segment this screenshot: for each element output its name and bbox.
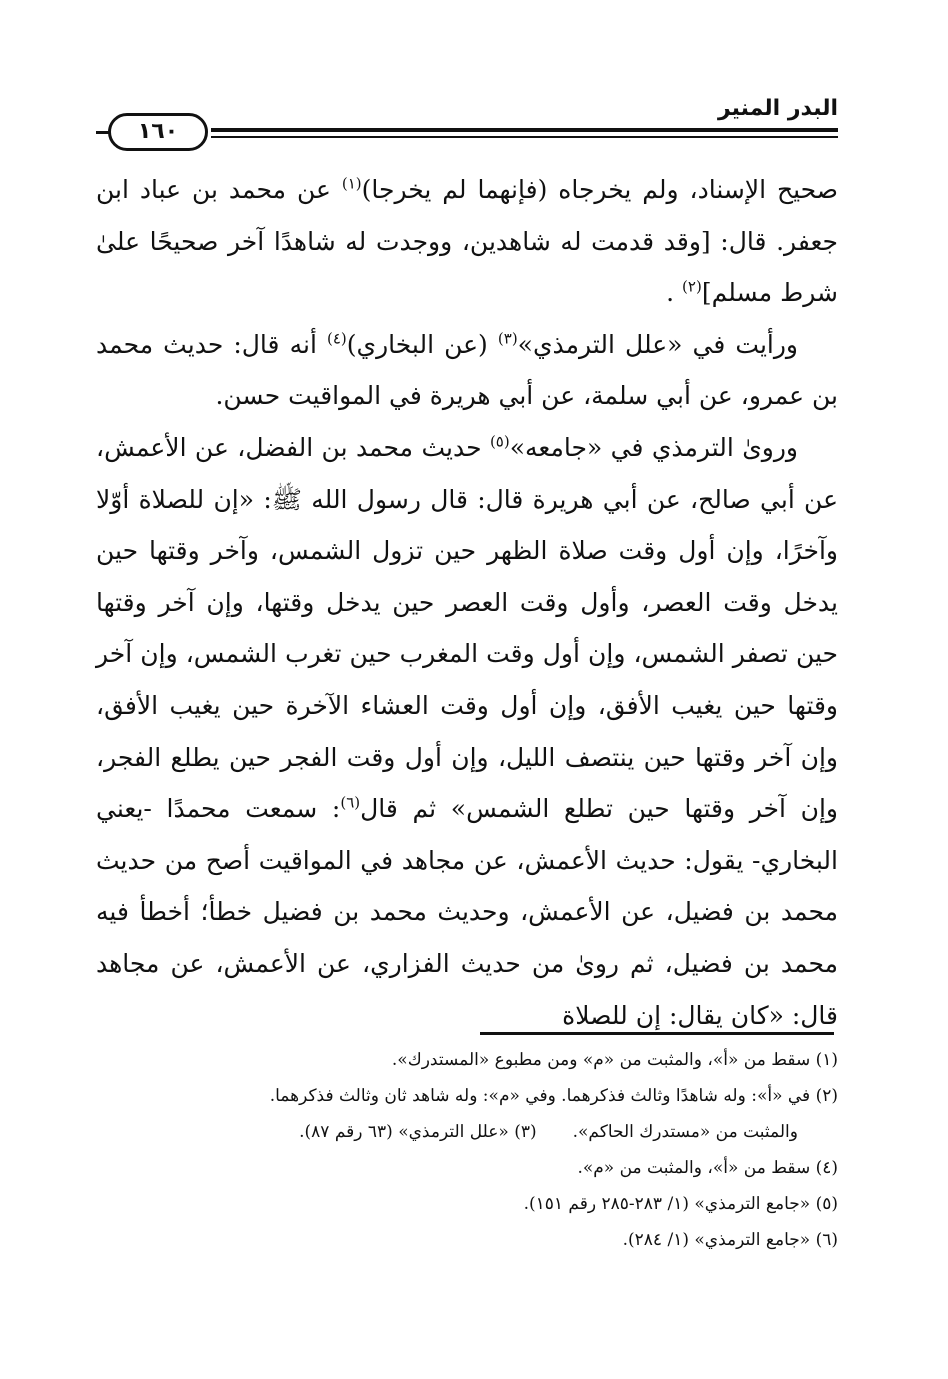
footnote-ref-2: (٢) — [682, 277, 702, 296]
footnote-6: (٦) «جامع الترمذي» (١/ ٢٨٤). — [622, 1230, 838, 1250]
paragraph-3-text-1: ورویٰ الترمذي في «جامعه» — [509, 432, 798, 462]
paragraph-2-text-2: (عن البخاري) — [346, 329, 498, 359]
page-header — [96, 88, 838, 158]
footnote-ref-3: (٣) — [497, 329, 518, 348]
footnote-2-continuation: والمثبت من «مستدرك الحاكم». — [572, 1122, 798, 1142]
paragraph-1-text-2: عن محمد بن عباد ابن جعفر. قال: [وقد قدمت له شاهدين، ووجدت له شاهدًا آخر صحيحًا علىٰ شرط مسلم] — [96, 175, 838, 308]
page-number: ١٦٠ — [108, 113, 208, 151]
footnote-separator — [480, 1032, 834, 1035]
paragraph-1-text-3: . — [666, 278, 683, 308]
paragraph-2-text-1: ورأيت في «علل الترمذي» — [517, 329, 798, 359]
footnote-4: (٤) سقط من «أ»، والمثبت من «م». — [577, 1158, 838, 1178]
paragraph-2 — [96, 319, 838, 422]
footnote-5: (٥) «جامع الترمذي» (١/ ٢٨٣-٢٨٥ رقم ١٥١). — [523, 1194, 838, 1214]
footnote-2-cont-and-3 — [96, 1114, 838, 1150]
footnote-3: (٣) «علل الترمذي» (٦٣ رقم ٨٧). — [299, 1122, 537, 1142]
header-rule-thin — [211, 136, 838, 138]
footnote-1: (١) سقط من «أ»، والمثبت من «م» ومن مطبوع «المستدرك». — [391, 1050, 838, 1070]
footnote-ref-4: (٤) — [326, 329, 347, 348]
footnote-2: (٢) في «أ»: وله شاهدًا وثالث فذكرهما. وفي «م»: وله شاهد ثان وثالث فذكرهما. — [269, 1086, 838, 1106]
header-rule-thick — [211, 128, 838, 132]
paragraph-3 — [96, 422, 838, 1041]
paragraph-1-text-1: صحيح الإسناد، ولم يخرجاه (فإنهما لم يخرجا) — [361, 175, 838, 204]
footnote-ref-6: (٦) — [340, 793, 361, 812]
paragraph-3-text-3: : سمعت محمدًا -يعني البخاري- يقول: حديث الأعمش، عن مجاهد في المواقيت أصح من حديث محمد بن فضيل، عن الأعمش، وحديث محمد بن فضيل خطأ؛ أخطأ فيه محمد بن فضيل، ثم رویٰ من حديث الفزاري، عن الأعمش، عن مجاهد قال: «كان يقال: إن للصلاة — [96, 794, 838, 1030]
paragraph-3-text-2: حديث محمد بن الفضل، عن الأعمش، عن أبي صالح، عن أبي هريرة قال: قال رسول الله ﷺ: «إن للصلاة أوّلا وآخرًا، وإن أول وقت صلاة الظهر حين تزول الشمس، وآخر وقتها حين يدخل وقت العصر، وأول وقت العصر حين يدخل وقتها، وإن آخر وقتها حين تصفر الشمس، وإن أول وقت المغرب حين تغرب الشمس، وإن آخر وقتها حين يغيب الأفق، وإن أول وقت العشاء الآخرة حين يغيب الأفق، وإن آخر وقتها حين ينتصف الليل، وإن أول وقت الفجر حين يطلع الفجر، وإن آخر وقتها حين تطلع الشمس» ثم قال — [96, 432, 838, 824]
book-title: البدر المنير — [717, 96, 838, 121]
main-text — [96, 164, 838, 1041]
footnote-ref-1: (١) — [341, 174, 362, 193]
paragraph-1 — [96, 164, 838, 319]
footnote-ref-5: (٥) — [489, 432, 510, 451]
footnotes — [96, 1042, 838, 1258]
paragraph-2-text-3: أنه قال: حديث محمد بن عمرو، عن أبي سلمة، عن أبي هريرة في المواقيت حسن. — [96, 329, 838, 411]
